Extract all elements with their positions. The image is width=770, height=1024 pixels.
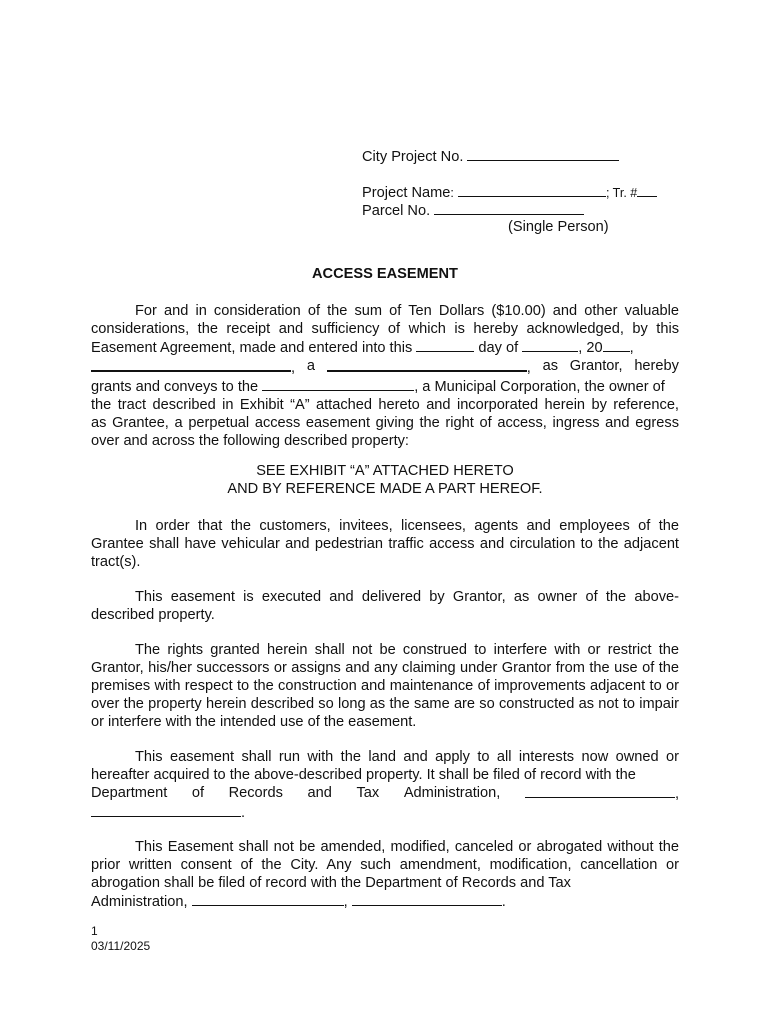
project-name-line: Project Name: ; Tr. # [362,183,657,201]
city-project-blank[interactable] [467,147,619,161]
state-blank-2[interactable] [352,892,502,906]
county-blank-2[interactable] [192,892,344,906]
run-with-land-paragraph: This easement shall run with the land and apply to all interests now owned or hereafter acquired to the above-described property. It shall be filed of record with the Department of Records and Tax Administration, , . [91,749,679,821]
county-blank-1[interactable] [525,784,675,798]
page-number: 1 [91,924,98,938]
single-person-label: (Single Person) [508,219,609,235]
parcel-line [362,201,584,219]
consideration-paragraph: For and in consideration of the sum of Ten Dollars ($10.00) and other valuable considerations, the receipt and sufficiency of which is hereby acknowledged, by this Easement Agreement, made and entered into this day of , 20 , , a , as Grantor, hereby grants and conveys to the , a Municipal Corporation, the owner of the tract described in Exhibit “A” attached hereto and incorporated herein by reference, as Grantee, a perpetual access easement giving the right of access, ingress and egress over and across the following described property: [91,303,679,449]
city-project-label: City Project No. [362,149,464,165]
parcel-label: Parcel No. [362,203,431,219]
city-project-line [362,147,619,165]
document-title: ACCESS EASEMENT [312,266,458,282]
revision-date: 03/11/2025 [91,939,151,953]
project-name-blank[interactable] [458,183,606,197]
execution-paragraph: This easement is executed and delivered by Grantor, as owner of the above-described property. [91,589,679,623]
tract-label: ; Tr. # [605,186,638,200]
grantor-entity-blank[interactable] [327,357,527,372]
grantor-name-blank[interactable] [91,357,291,372]
month-blank[interactable] [522,338,578,352]
exhibit-reference: SEE EXHIBIT “A” ATTACHED HERETO AND BY REFERENCE MADE A PART HEREOF. [227,463,543,497]
access-purpose-paragraph: In order that the customers, invitees, licensees, agents and employees of the Grantee shall have vehicular and pedestrian traffic access and circulation to the adjacent tract(s). [91,518,679,570]
amendment-paragraph: This Easement shall not be amended, modified, canceled or abrogated without the prior written consent of the City. Any such amendment, modification, cancellation or abrogation shall be filed of record with the Department of Records and Tax Administration, , . [91,839,679,910]
page-footer [91,924,150,954]
project-name-label: Project Name [362,185,451,201]
parcel-blank[interactable] [434,201,584,215]
year-blank[interactable] [603,338,630,352]
grantee-city-blank[interactable] [262,377,414,391]
tract-blank[interactable] [637,183,657,197]
rights-paragraph: The rights granted herein shall not be construed to interfere with or restrict the Grantor, his/her successors or assigns and any claiming under Grantor from the use of the premises with respect to the construction and maintenance of improvements adjacent to or over the property herein described so long as the same are so constructed as not to impair or interfere with the intended use of the easement. [91,642,679,730]
state-blank-1[interactable] [91,803,241,817]
day-blank[interactable] [416,338,474,352]
